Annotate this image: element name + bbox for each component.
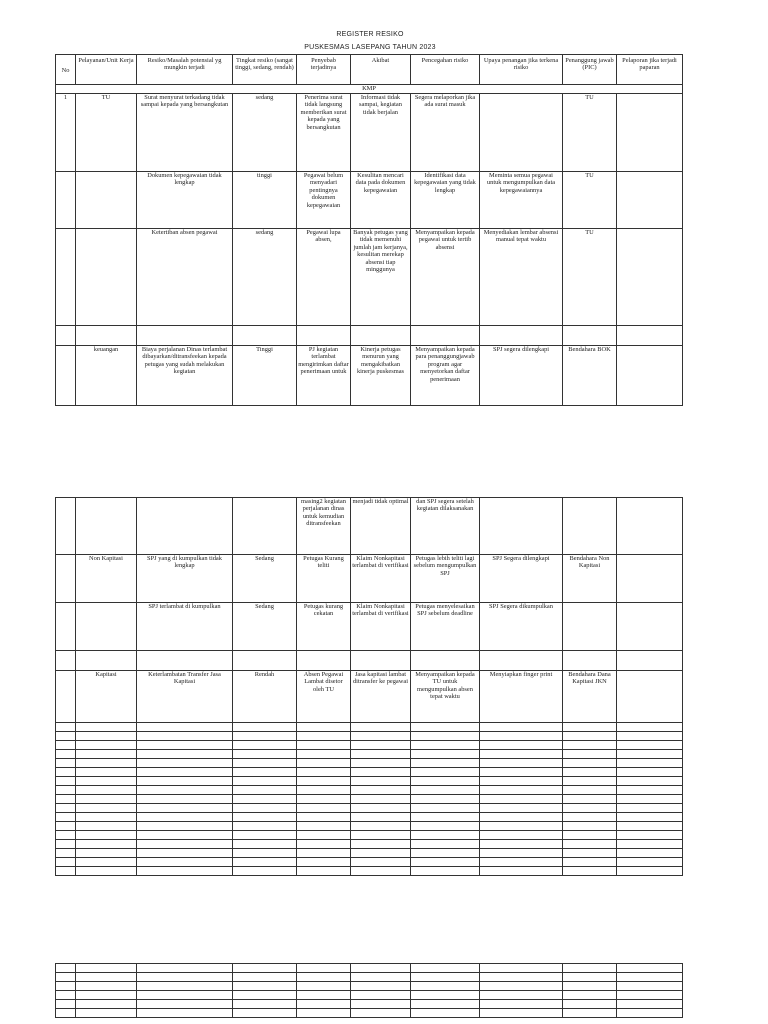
cell-cause: PJ kegiatan terlambat mengirimkan daftar penerimaan untuk <box>297 346 351 406</box>
cell-pic <box>563 603 617 651</box>
empty-table-row <box>56 849 683 858</box>
cell-risk: Surat menyurat terkadang tidak sampai kepada yang bersangkutan <box>137 94 233 172</box>
cell-report <box>617 94 683 172</box>
cell-report <box>617 498 683 555</box>
cell-unit: Non Kapitasi <box>76 555 137 603</box>
empty-table-row <box>56 768 683 777</box>
cell-effect: Informasi tidak sampai, kegiatan tidak berjalan <box>351 94 411 172</box>
empty-table-row <box>56 1000 683 1009</box>
cell-no <box>56 555 76 603</box>
table-row <box>56 94 683 172</box>
cell-handling <box>480 498 563 555</box>
cell-pic: Bendahara Dana Kapitasi JKN <box>563 671 617 723</box>
spacer-row <box>56 651 683 671</box>
cell-report <box>617 555 683 603</box>
cell-no <box>56 498 76 555</box>
cell-prevention: Petugas lebih teliti lagi sebelum mengumpulkan SPJ <box>411 555 480 603</box>
cell-risk: Keterlambatan Transfer Jasa Kapitasi <box>137 671 233 723</box>
empty-table-row <box>56 840 683 849</box>
header-row <box>56 55 683 85</box>
table-row <box>56 555 683 603</box>
cell-handling: Menyediakan lembar absensi manual tepat waktu <box>480 229 563 326</box>
cell-effect: Kinerja petugas menurun yang mengakibatkan kinerja puskesmas <box>351 346 411 406</box>
empty-table-row <box>56 831 683 840</box>
column-header: Pencegahan risiko <box>411 55 480 85</box>
cell-cause: Petugas kurang cekatan <box>297 603 351 651</box>
cell-unit <box>76 229 137 326</box>
empty-rows <box>56 723 683 876</box>
cell-handling: SPJ Segera dilengkapi <box>480 555 563 603</box>
cell-level: tinggi <box>233 172 297 229</box>
cell-handling: SPJ segera dilengkapi <box>480 346 563 406</box>
section-label: KMP <box>56 85 683 94</box>
empty-table-row <box>56 867 683 876</box>
column-header: Tingkat resiko (sangat tinggi, sedang, rendah) <box>233 55 297 85</box>
column-header: Penyebab terjadinya <box>297 55 351 85</box>
cell-pic: TU <box>563 229 617 326</box>
cell-risk: SPJ yang di kumpulkan tidak lengkap <box>137 555 233 603</box>
cell-report <box>617 603 683 651</box>
cell-handling: SPJ Segera dikumpulkan <box>480 603 563 651</box>
empty-table-row <box>56 964 683 973</box>
cell-cause: Pegawai belum menyadari pentingnya dokumen kepegawaian <box>297 172 351 229</box>
column-header: Upaya penangan jika terkena risiko <box>480 55 563 85</box>
spacer-row <box>56 326 683 346</box>
cell-level: sedang <box>233 229 297 326</box>
column-header: Resiko/Masalah potensial yg mungkin terjadi <box>137 55 233 85</box>
empty-table-row <box>56 973 683 982</box>
cell-unit: TU <box>76 94 137 172</box>
empty-table-row <box>56 732 683 741</box>
risk-register-table-page-3 <box>55 963 683 1018</box>
cell-cause: Petugas Kurang teliti <box>297 555 351 603</box>
cell-handling <box>480 94 563 172</box>
cell-handling: Meminta semua pegawai untuk mengumpulkan data kepegawaiannya <box>480 172 563 229</box>
page-subtitle: PUSKESMAS LASEPANG TAHUN 2023 <box>304 44 436 51</box>
table-row <box>56 498 683 555</box>
cell-prevention: Petugas menyelesaikan SPJ sebelum deadline <box>411 603 480 651</box>
cell-cause: Absen Pegawai Lambat disetor oleh TU <box>297 671 351 723</box>
cell-pic <box>563 498 617 555</box>
cell-level: Tinggi <box>233 346 297 406</box>
cell-unit <box>76 172 137 229</box>
empty-table-row <box>56 804 683 813</box>
empty-table-row <box>56 822 683 831</box>
column-header: Pelayanan/Unit Kerja <box>76 55 137 85</box>
cell-report <box>617 229 683 326</box>
empty-table-row <box>56 777 683 786</box>
cell-risk: Ketertiban absen pegawai <box>137 229 233 326</box>
cell-report <box>617 671 683 723</box>
cell-pic: TU <box>563 172 617 229</box>
column-header: Penanggung jawab (PIC) <box>563 55 617 85</box>
cell-risk: Biaya perjalanan Dinas terlambat dibayarkan/ditransfeekan kepada petugas yang sudah melakukan kegiatan <box>137 346 233 406</box>
cell-no <box>56 172 76 229</box>
cell-pic: Bendahara BOK <box>563 346 617 406</box>
cell-unit: keuangan <box>76 346 137 406</box>
column-header: No <box>56 55 76 85</box>
table-row <box>56 671 683 723</box>
cell-prevention: Menyampaikan kepada para penanggungjawab program agar menyetorkan daftar penerimaan <box>411 346 480 406</box>
page-title: REGISTER RESIKO <box>336 31 404 38</box>
cell-unit <box>76 498 137 555</box>
cell-pic: TU <box>563 94 617 172</box>
cell-no <box>56 671 76 723</box>
empty-table-row <box>56 786 683 795</box>
column-header: Akibat <box>351 55 411 85</box>
cell-effect: Klaim Nonkapitasi terlambat di verifikasi <box>351 603 411 651</box>
empty-rows <box>56 964 683 1018</box>
cell-prevention: Segera melaporkan jika ada surat masuk <box>411 94 480 172</box>
cell-effect: Banyak petugas yang tidak memenuhi jumlah jam kerjanya, kesulitan merekap absensi tiap minggunya <box>351 229 411 326</box>
cell-prevention: Identifikasi data kepegawaian yang tidak lengkap <box>411 172 480 229</box>
empty-table-row <box>56 795 683 804</box>
cell-risk: SPJ terlambat di kumpulkan <box>137 603 233 651</box>
cell-cause: Penerima surat tidak langsung memberikan surat kepada yang bersangkutan <box>297 94 351 172</box>
risk-register-table-page-2 <box>55 497 683 876</box>
cell-level <box>233 498 297 555</box>
cell-effect: Klaim Nonkapitasi terlambat di verifikasi <box>351 555 411 603</box>
empty-table-row <box>56 759 683 768</box>
cell-handling: Menyiapkan finger print <box>480 671 563 723</box>
section-row <box>56 85 683 94</box>
cell-effect: menjadi tidak optimal <box>351 498 411 555</box>
cell-level: Rendah <box>233 671 297 723</box>
risk-register-table-page-1 <box>55 54 683 406</box>
cell-report <box>617 172 683 229</box>
cell-no <box>56 229 76 326</box>
cell-unit: Kapitasi <box>76 671 137 723</box>
cell-no <box>56 346 76 406</box>
table-row <box>56 346 683 406</box>
table-row <box>56 603 683 651</box>
empty-table-row <box>56 1009 683 1018</box>
cell-cause: Pegawai lupa absen, <box>297 229 351 326</box>
empty-table-row <box>56 991 683 1000</box>
cell-level: sedang <box>233 94 297 172</box>
table-row <box>56 172 683 229</box>
cell-no <box>56 603 76 651</box>
cell-report <box>617 346 683 406</box>
cell-prevention: Menyampaikan kepada pegawai untuk tertib absensi <box>411 229 480 326</box>
cell-pic: Bendahara Non Kapitasi <box>563 555 617 603</box>
column-header: Pelaporan jika terjadi paparan <box>617 55 683 85</box>
cell-effect: Kesulitan mencari data pada dokumen kepegawaian <box>351 172 411 229</box>
empty-table-row <box>56 858 683 867</box>
cell-prevention: dan SPJ segera setelah kegiatan dilaksanakan <box>411 498 480 555</box>
cell-level: Sedang <box>233 555 297 603</box>
empty-table-row <box>56 723 683 732</box>
empty-table-row <box>56 982 683 991</box>
cell-no: 1 <box>56 94 76 172</box>
cell-level: Sedang <box>233 603 297 651</box>
empty-table-row <box>56 750 683 759</box>
cell-risk: Dokumen kepegawaian tidak lengkap <box>137 172 233 229</box>
cell-prevention: Menyampaikan kepada TU untuk mengumpulkan absen tepat waktu <box>411 671 480 723</box>
table-row <box>56 229 683 326</box>
cell-cause: masing2 kegiatan perjalanan dinas untuk kemudian ditransfeekan <box>297 498 351 555</box>
cell-risk <box>137 498 233 555</box>
empty-table-row <box>56 813 683 822</box>
cell-effect: Jasa kapitasi lambat ditransfer ke pegawai <box>351 671 411 723</box>
cell-unit <box>76 603 137 651</box>
empty-table-row <box>56 741 683 750</box>
